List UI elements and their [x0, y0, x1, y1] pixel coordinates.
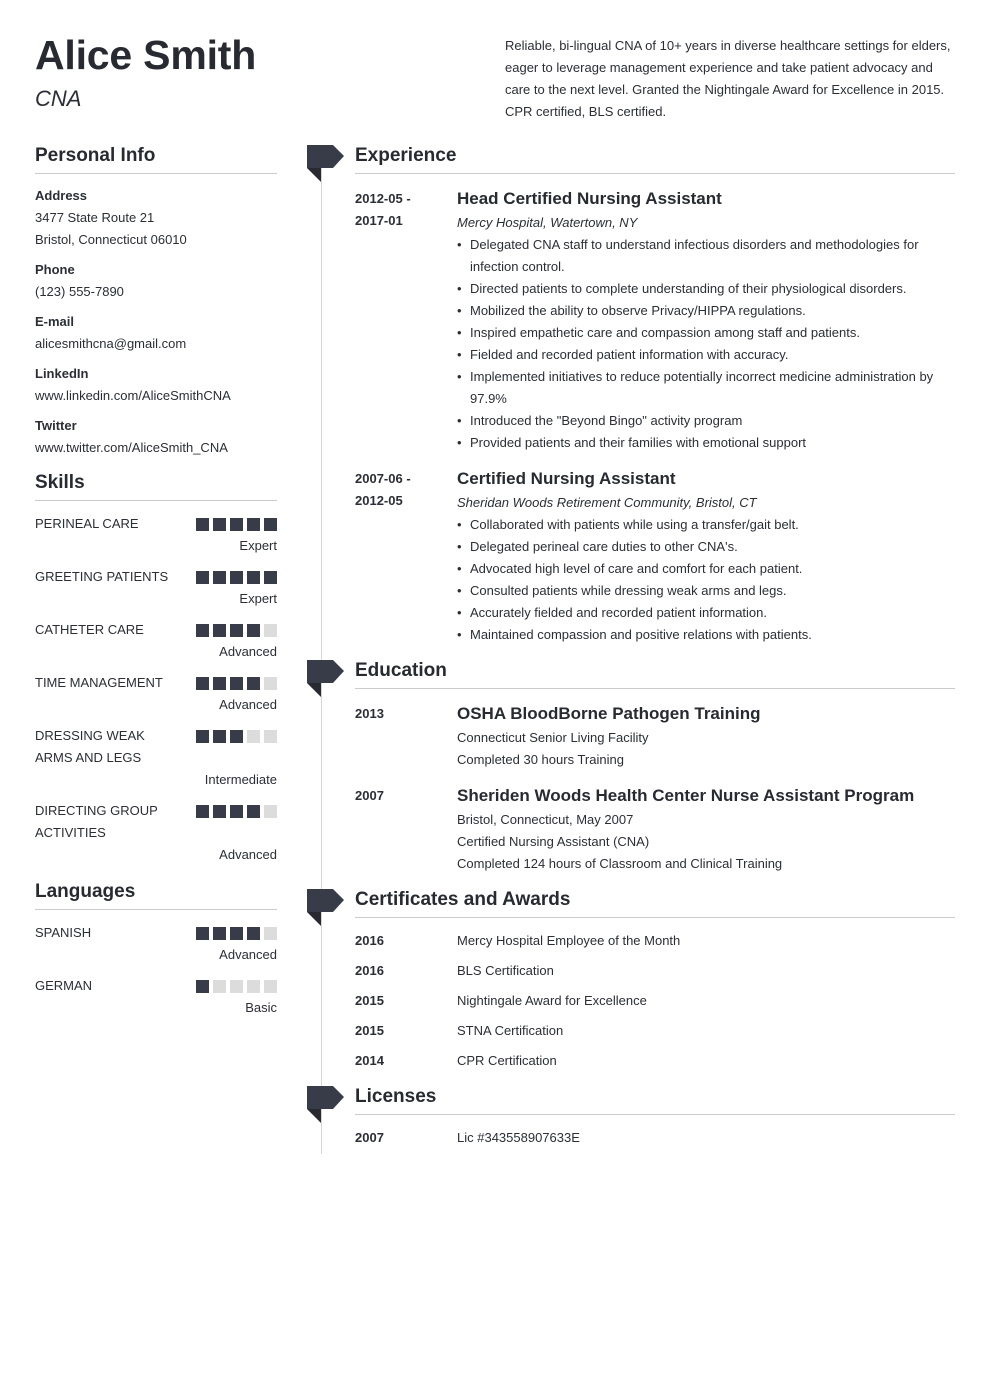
entry-detail: Certified Nursing Assistant (CNA) — [457, 834, 650, 849]
experience-list — [355, 188, 955, 646]
rating-square-icon — [264, 805, 277, 818]
skill-level: Intermediate — [204, 772, 277, 787]
skill-item — [35, 672, 277, 715]
personal-info-section — [35, 145, 277, 459]
certificate-entry — [355, 930, 955, 952]
rating-square-icon — [196, 518, 209, 531]
education-section — [355, 660, 955, 875]
rating-square-icon — [213, 980, 226, 993]
rating-square-icon — [230, 571, 243, 584]
entry-body — [457, 785, 955, 875]
bullet-item: • Maintained compassion and positive relations with patients. — [457, 624, 955, 646]
skill-item — [35, 725, 277, 790]
skill-row — [35, 725, 277, 769]
certificate-entry — [355, 1020, 955, 1042]
skill-rating-dots — [196, 566, 277, 584]
candidate-title: CNA — [35, 86, 82, 111]
rating-square-icon — [213, 624, 226, 637]
certificates-list — [355, 918, 955, 1072]
rating-square-icon — [247, 624, 260, 637]
personal-info-heading: Personal Info — [35, 145, 277, 174]
entry-date: 2007 — [355, 1130, 384, 1145]
bullet-item: • Consulted patients while dressing weak arms and legs. — [457, 580, 955, 602]
certificates-heading: Certificates and Awards — [355, 889, 955, 918]
entry-text: STNA Certification — [457, 1023, 564, 1038]
languages-heading: Languages — [35, 881, 277, 910]
skill-item — [35, 800, 277, 865]
skill-name: PERINEAL CARE — [35, 516, 139, 531]
education-flag-icon — [307, 660, 344, 698]
certificates-section — [355, 889, 955, 1072]
skill-level: Basic — [245, 1000, 277, 1015]
skill-rating-dots — [196, 800, 277, 818]
certificates-flag-icon — [307, 889, 344, 927]
skill-row — [35, 566, 277, 588]
rating-square-icon — [196, 927, 209, 940]
bullet-item: • Introduced the "Beyond Bingo" activity program — [457, 410, 955, 432]
date-start: 2007-06 - — [355, 471, 411, 486]
skills-list — [35, 501, 277, 865]
summary-text: Reliable, bi-lingual CNA of 10+ years in diverse healthcare settings for elders, eager to leverage management experience and take patient advocacy and care to the next level. Granted the Nightingale Award for Excellence in 2015. CPR certified, BLS certified. — [505, 38, 951, 119]
skill-rating-dots — [196, 922, 277, 940]
licenses-heading: Licenses — [355, 1086, 955, 1115]
employer: Sheridan Woods Retirement Community, Bristol, CT — [457, 495, 757, 510]
certificate-entry — [355, 960, 955, 982]
rating-square-icon — [230, 927, 243, 940]
skill-row — [35, 619, 277, 641]
entry-date: 2014 — [355, 1053, 384, 1068]
rating-square-icon — [247, 805, 260, 818]
rating-square-icon — [213, 518, 226, 531]
skill-name: DIRECTING GROUP ACTIVITIES — [35, 803, 158, 840]
entry-body — [457, 468, 955, 646]
bullet-item: • Advocated high level of care and comfort for each patient. — [457, 558, 955, 580]
rating-square-icon — [264, 518, 277, 531]
experience-heading: Experience — [355, 145, 955, 174]
right-column — [355, 145, 955, 1149]
entry-date — [355, 188, 457, 454]
bullet-item: • Directed patients to complete understanding of their physiological disorders. — [457, 278, 955, 300]
program-title: Sheriden Woods Health Center Nurse Assistant Program — [457, 786, 915, 805]
licenses-section — [355, 1086, 955, 1149]
experience-entry — [355, 188, 955, 454]
skill-item — [35, 513, 277, 556]
bullet-item: • Provided patients and their families with emotional support — [457, 432, 955, 454]
bullet-item: • Collaborated with patients while using a transfer/gait belt. — [457, 514, 955, 536]
rating-square-icon — [196, 624, 209, 637]
entry-text: CPR Certification — [457, 1053, 557, 1068]
employer: Mercy Hospital, Watertown, NY — [457, 215, 638, 230]
linkedin-label: LinkedIn — [35, 366, 89, 381]
twitter-label: Twitter — [35, 418, 77, 433]
entry-date: 2015 — [355, 1023, 384, 1038]
rating-square-icon — [213, 571, 226, 584]
bullet-item: • Mobilized the ability to observe Privacy/HIPPA regulations. — [457, 300, 955, 322]
licenses-flag-icon — [307, 1086, 344, 1124]
rating-square-icon — [230, 730, 243, 743]
language-item — [35, 922, 277, 965]
entry-text: Nightingale Award for Excellence — [457, 993, 647, 1008]
job-title: Certified Nursing Assistant — [457, 469, 676, 488]
entry-date: 2013 — [355, 706, 384, 721]
licenses-list — [355, 1115, 955, 1149]
skill-level: Advanced — [219, 697, 277, 712]
bullet-item: • Delegated perineal care duties to other CNA's. — [457, 536, 955, 558]
rating-square-icon — [196, 730, 209, 743]
skill-row — [35, 800, 277, 844]
skill-name: GREETING PATIENTS — [35, 569, 169, 584]
bullet-item: • Implemented initiatives to reduce potentially incorrect medicine administration by 97.9% — [457, 366, 955, 410]
bullet-item: • Accurately fielded and recorded patient information. — [457, 602, 955, 624]
entry-date: 2007 — [355, 788, 384, 803]
skill-rating-dots — [196, 619, 277, 637]
rating-square-icon — [196, 571, 209, 584]
skill-level: Advanced — [219, 847, 277, 862]
entry-body — [457, 703, 955, 771]
rating-square-icon — [247, 518, 260, 531]
rating-square-icon — [196, 677, 209, 690]
rating-square-icon — [247, 571, 260, 584]
education-entry — [355, 785, 955, 875]
skill-name: DRESSING WEAK ARMS AND LEGS — [35, 728, 145, 765]
bullet-list — [457, 514, 955, 646]
skill-name: GERMAN — [35, 978, 93, 993]
language-item — [35, 975, 277, 1018]
rating-square-icon — [230, 805, 243, 818]
skill-level: Advanced — [219, 947, 277, 962]
rating-square-icon — [213, 805, 226, 818]
phone-value: (123) 555-7890 — [35, 284, 124, 299]
skill-row — [35, 975, 277, 997]
experience-section — [355, 145, 955, 646]
left-column — [35, 145, 277, 1018]
rating-square-icon — [264, 571, 277, 584]
rating-square-icon — [264, 980, 277, 993]
bullet-item: • Inspired empathetic care and compassion among staff and patients. — [457, 322, 955, 344]
email-label: E-mail — [35, 314, 75, 329]
rating-square-icon — [213, 677, 226, 690]
address-line-1: 3477 State Route 21 — [35, 210, 155, 225]
skill-rating-dots — [196, 725, 277, 743]
entry-detail: Completed 30 hours Training — [457, 752, 624, 767]
skills-heading: Skills — [35, 472, 277, 501]
skill-level: Expert — [239, 538, 277, 553]
skill-item — [35, 619, 277, 662]
experience-flag-icon — [307, 145, 344, 183]
personal-info-list — [35, 174, 277, 459]
rating-square-icon — [264, 677, 277, 690]
certificate-entry — [355, 1050, 955, 1072]
entry-detail: Bristol, Connecticut, May 2007 — [457, 812, 634, 827]
entry-date: 2016 — [355, 933, 384, 948]
rating-square-icon — [213, 927, 226, 940]
skill-row — [35, 513, 277, 535]
experience-entry — [355, 468, 955, 646]
entry-date: 2016 — [355, 963, 384, 978]
skills-section — [35, 472, 277, 865]
skill-name: CATHETER CARE — [35, 622, 144, 637]
rating-square-icon — [264, 624, 277, 637]
rating-square-icon — [196, 980, 209, 993]
skill-row — [35, 922, 277, 944]
skill-rating-dots — [196, 975, 277, 993]
address-line-2: Bristol, Connecticut 06010 — [35, 232, 187, 247]
skill-level: Advanced — [219, 644, 277, 659]
date-end: 2017-01 — [355, 213, 403, 228]
linkedin-value: www.linkedin.com/AliceSmithCNA — [35, 388, 231, 403]
email-value: alicesmithcna@gmail.com — [35, 336, 187, 351]
skill-item — [35, 566, 277, 609]
entry-body — [457, 188, 955, 454]
entry-detail: Completed 124 hours of Classroom and Clinical Training — [457, 856, 783, 871]
languages-section — [35, 881, 277, 1018]
entry-text: BLS Certification — [457, 963, 554, 978]
bullet-list — [457, 234, 955, 454]
license-entry — [355, 1127, 955, 1149]
education-list — [355, 703, 955, 875]
rating-square-icon — [247, 927, 260, 940]
entry-date — [355, 468, 457, 646]
address-label: Address — [35, 188, 88, 203]
rating-square-icon — [196, 805, 209, 818]
candidate-name: Alice Smith — [35, 32, 257, 78]
skill-level: Expert — [239, 591, 277, 606]
rating-square-icon — [230, 980, 243, 993]
twitter-value: www.twitter.com/AliceSmith_CNA — [35, 440, 228, 455]
entry-detail: Connecticut Senior Living Facility — [457, 730, 649, 745]
rating-square-icon — [247, 730, 260, 743]
phone-label: Phone — [35, 262, 75, 277]
skill-row — [35, 672, 277, 694]
rating-square-icon — [264, 730, 277, 743]
rating-square-icon — [213, 730, 226, 743]
education-heading: Education — [355, 660, 955, 689]
rating-square-icon — [230, 624, 243, 637]
rating-square-icon — [247, 677, 260, 690]
skill-name: TIME MANAGEMENT — [35, 675, 163, 690]
rating-square-icon — [264, 927, 277, 940]
bullet-item: • Fielded and recorded patient information with accuracy. — [457, 344, 955, 366]
skill-rating-dots — [196, 672, 277, 690]
entry-date: 2015 — [355, 993, 384, 1008]
bullet-item: • Delegated CNA staff to understand infectious disorders and methodologies for infection control. — [457, 234, 955, 278]
skill-name: SPANISH — [35, 925, 92, 940]
entry-text: Mercy Hospital Employee of the Month — [457, 933, 681, 948]
timeline-line — [321, 145, 322, 1154]
rating-square-icon — [230, 518, 243, 531]
job-title: Head Certified Nursing Assistant — [457, 189, 722, 208]
date-end: 2012-05 — [355, 493, 403, 508]
skill-rating-dots — [196, 513, 277, 531]
certificate-entry — [355, 990, 955, 1012]
languages-list — [35, 910, 277, 1018]
program-title: OSHA BloodBorne Pathogen Training — [457, 704, 761, 723]
rating-square-icon — [230, 677, 243, 690]
entry-text: Lic #343558907633E — [457, 1130, 580, 1145]
rating-square-icon — [247, 980, 260, 993]
education-entry — [355, 703, 955, 771]
date-start: 2012-05 - — [355, 191, 411, 206]
